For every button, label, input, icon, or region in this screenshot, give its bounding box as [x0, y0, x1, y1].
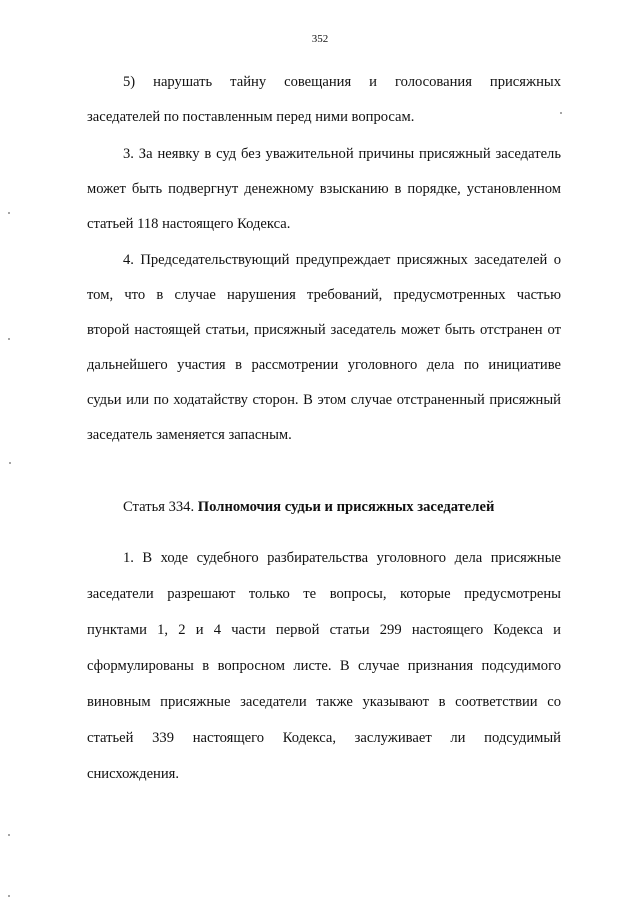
scan-speck [8, 834, 10, 836]
scan-speck [8, 895, 10, 897]
article-title: Полномочия судьи и присяжных заседателей [197, 499, 495, 515]
scan-speck [560, 112, 562, 114]
paragraph-3-line-2: может быть подвергнут денежному взысканию в порядке, установленном [87, 181, 561, 197]
scan-speck [9, 462, 11, 464]
paragraph-3-line-1: 3. За неявку в суд без уважительной причины присяжный заседатель [123, 146, 561, 162]
article-paragraph-line-2: заседатели разрешают только те вопросы, которые предусмотрены [87, 586, 561, 602]
paragraph-4-line-5: судьи или по ходатайству сторон. В этом случае отстраненный присяжный [87, 392, 561, 408]
page-number: 352 [311, 33, 329, 45]
article-paragraph-line-6: статьей 339 настоящего Кодекса, заслуживает ли подсудимый [87, 730, 561, 746]
paragraph-4-line-3: второй настоящей статьи, присяжный заседатель может быть отстранен от [87, 322, 561, 338]
paragraph-5-line-1: 5) нарушать тайну совещания и голосования присяжных [123, 74, 561, 90]
paragraph-4-line-6: заседатель заменяется запасным. [87, 427, 292, 443]
scan-speck [8, 212, 10, 214]
article-number: Статья 334. [123, 499, 195, 515]
article-paragraph-line-7: снисхождения. [87, 766, 180, 782]
scan-speck [8, 338, 10, 340]
article-paragraph-line-4: сформулированы в вопросном листе. В случае признания подсудимого [87, 658, 561, 674]
paragraph-4-line-4: дальнейшего участия в рассмотрении уголовного дела по инициативе [87, 357, 561, 373]
paragraph-4-line-2: том, что в случае нарушения требований, предусмотренных частью [87, 287, 561, 303]
paragraph-5-line-2: заседателей по поставленным перед ними вопросам. [87, 109, 415, 125]
paragraph-4-line-1: 4. Председательствующий предупреждает присяжных заседателей о [123, 252, 561, 268]
article-heading [123, 498, 494, 516]
article-paragraph-line-3: пунктами 1, 2 и 4 части первой статьи 299 настоящего Кодекса и [87, 622, 561, 638]
article-paragraph-line-1: 1. В ходе судебного разбирательства уголовного дела присяжные [123, 550, 561, 566]
paragraph-3-line-3: статьей 118 настоящего Кодекса. [87, 216, 291, 232]
article-paragraph-line-5: виновным присяжные заседатели также указывают в соответствии со [87, 694, 561, 710]
